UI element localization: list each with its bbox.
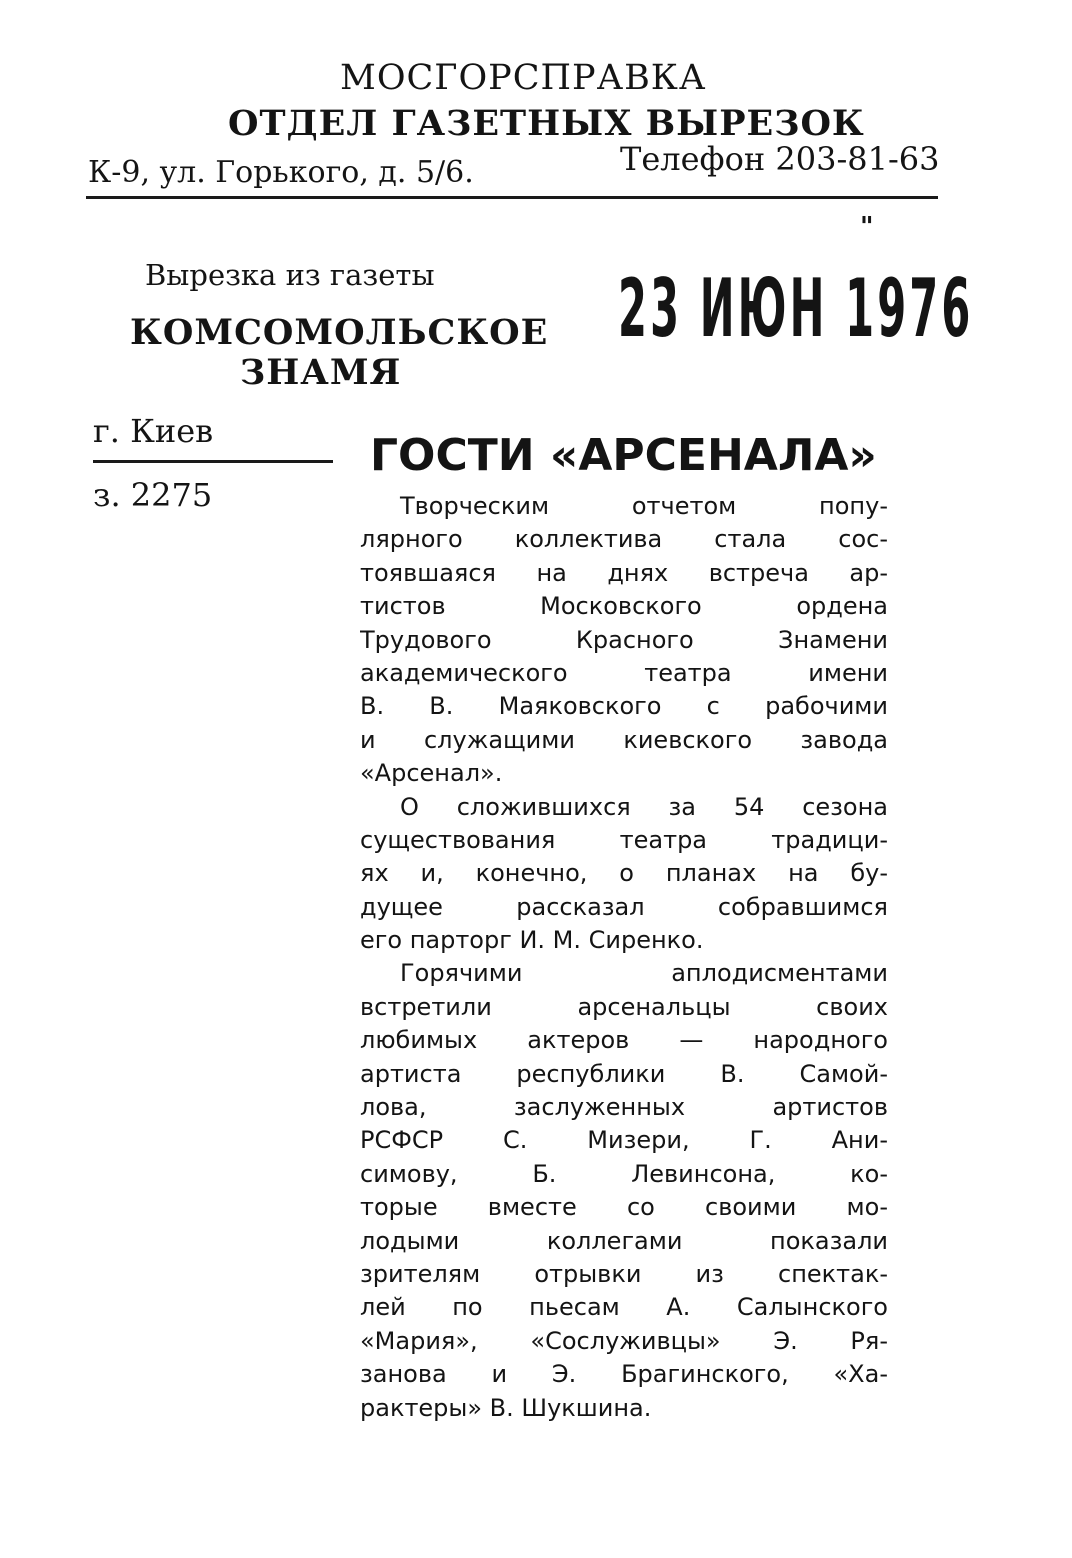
article-line: лова, заслуженных артистов: [360, 1093, 888, 1122]
article-line: артиста республики В. Самой-: [360, 1059, 888, 1088]
order-number: з. 2275: [93, 476, 213, 514]
article-line: Творческим отчетом попу-: [400, 492, 888, 520]
header-divider: [86, 196, 938, 199]
article-line: О сложившихся за 54 сезона: [400, 792, 888, 821]
article-body: [360, 490, 888, 1425]
article-line: занова и Э. Брагинского, «Ха-: [360, 1360, 888, 1389]
article-line: симову, Б. Левинсона, ко-: [360, 1159, 888, 1188]
agency-name: МОСГОРСПРАВКА: [340, 58, 707, 98]
article-line: лей по пьесам А. Салынского: [360, 1293, 888, 1322]
article-line: дущее рассказал собравшимся: [360, 892, 888, 921]
article-line: лярного коллектива стала сос-: [360, 525, 888, 554]
article-line: В. В. Маяковского с рабочими: [360, 692, 888, 721]
article-line: существования театра традици-: [360, 825, 888, 854]
stamp-marks: ": [860, 212, 874, 242]
newspaper-name-line1: КОМСОМОЛЬСКОЕ: [130, 312, 549, 353]
article-line: тистов Московского ордена: [360, 592, 888, 621]
city: г. Киев: [93, 412, 214, 450]
article-line: зрителям отрывки из спектак-: [360, 1259, 888, 1288]
article-line: и служащими киевского завода: [360, 725, 888, 754]
article-line: встретили арсенальцы своих: [360, 992, 888, 1021]
article-line: торые вместе со своими мо-: [360, 1193, 888, 1222]
clipping-label: Вырезка из газеты: [145, 258, 435, 292]
article-line: «Мария», «Сослуживцы» Э. Ря-: [360, 1326, 888, 1355]
city-divider: [93, 460, 333, 463]
article-line: академического театра имени: [360, 658, 888, 687]
article-line: Трудового Красного Знамени: [360, 625, 888, 654]
article-headline: ГОСТИ «АРСЕНАЛА»: [370, 430, 877, 481]
article-line: лодыми коллегами показали: [360, 1226, 888, 1255]
article-line: Горячими аплодисментами: [400, 959, 888, 988]
agency-phone: Телефон 203-81-63: [620, 140, 940, 178]
article-line: его парторг И. М. Сиренко.: [360, 926, 704, 955]
article-line: любимых актеров — народного: [360, 1026, 888, 1055]
date-stamp: 23 ИЮН 1976: [618, 262, 974, 355]
newspaper-name-line2: ЗНАМЯ: [240, 352, 402, 393]
article-line: тоявшаяся на днях встреча ар-: [360, 558, 888, 587]
article-line: рактеры» В. Шукшина.: [360, 1393, 652, 1422]
article-line: «Арсенал».: [360, 759, 503, 788]
article-line: РСФСР С. Мизери, Г. Ани-: [360, 1126, 888, 1155]
department-name: ОТДЕЛ ГАЗЕТНЫХ ВЫРЕЗОК: [228, 103, 865, 144]
agency-address: К-9, ул. Горького, д. 5/6.: [88, 155, 474, 190]
article-line: ях и, конечно, о планах на бу-: [360, 859, 888, 888]
